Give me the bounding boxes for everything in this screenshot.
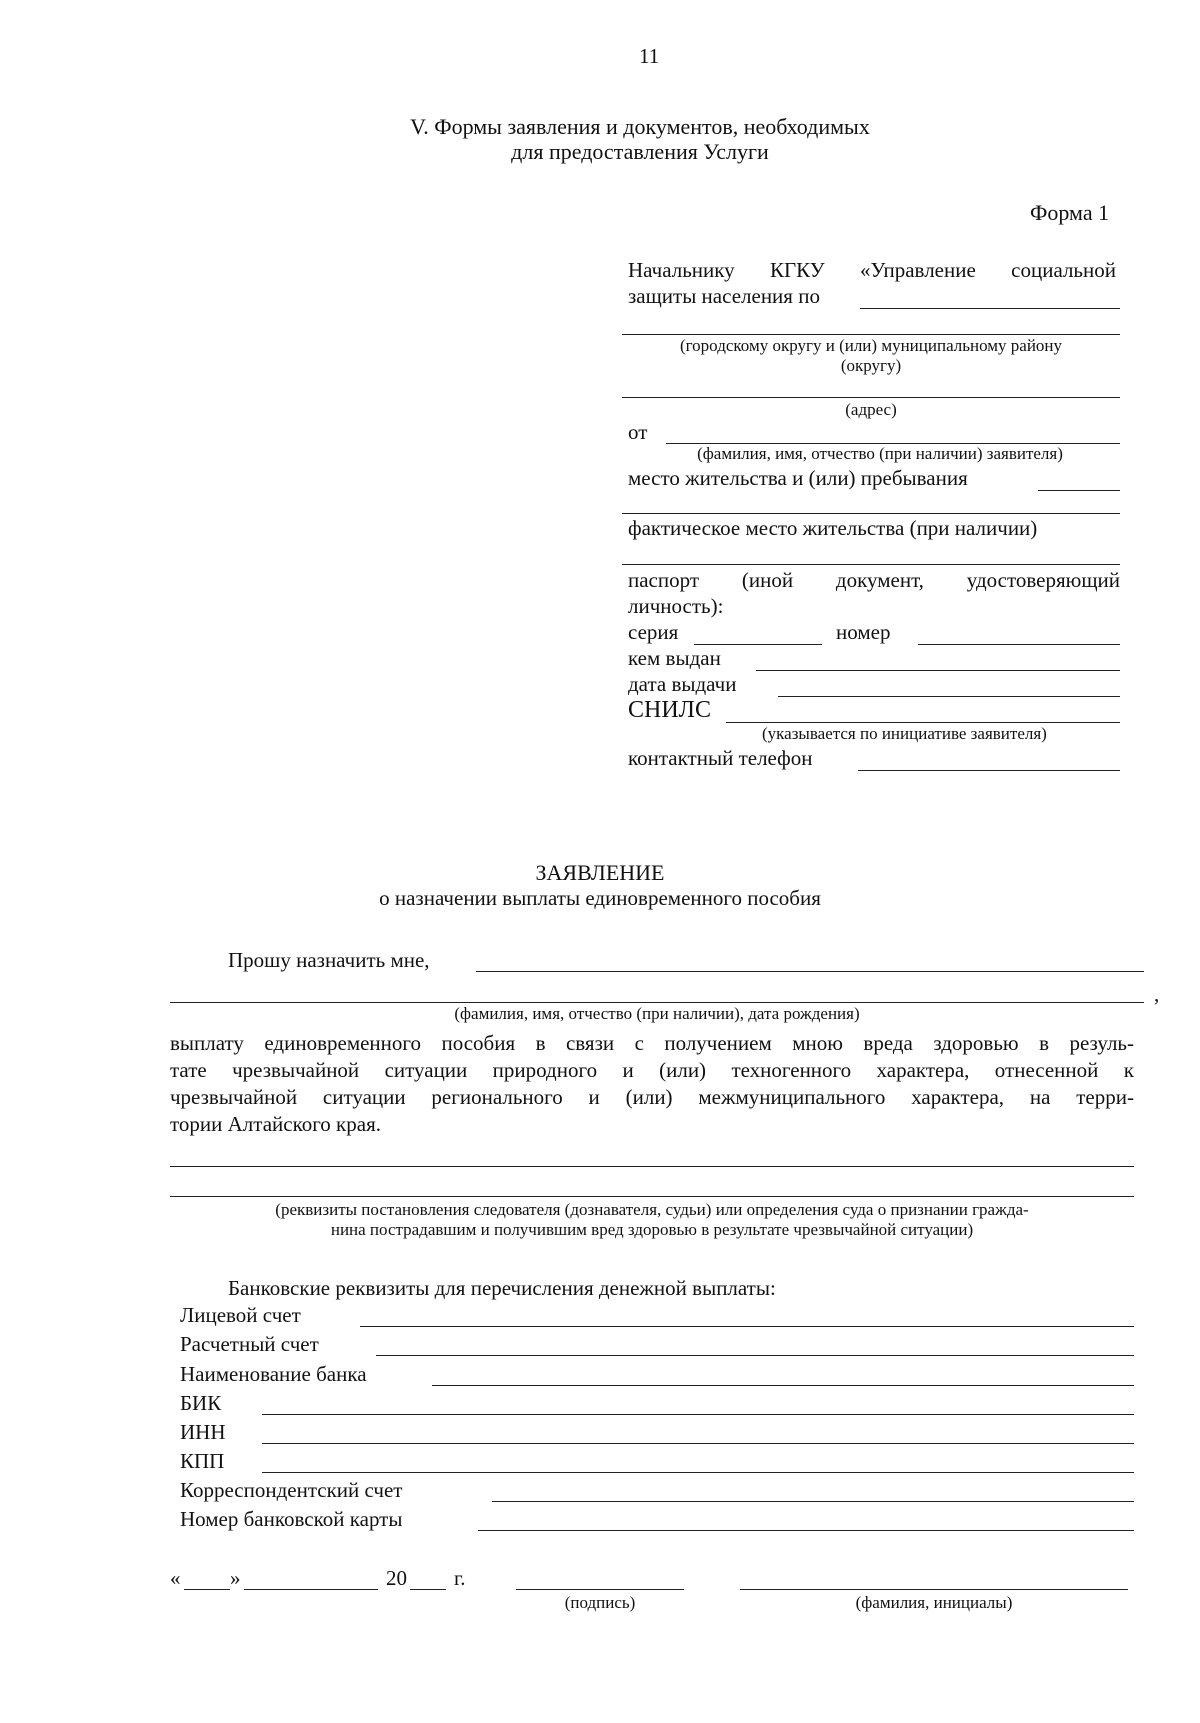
hint-name-dob: (фамилия, имя, отчество (при наличии), дата рождения) [454,1004,860,1023]
phone-field[interactable] [858,770,1120,771]
actual-residence-label: фактическое место жительства (при наличии) [628,516,1038,540]
addressee-line2: защиты населения по [628,284,820,308]
personal-account-field[interactable] [360,1326,1134,1327]
year-suffix: г. [454,1566,466,1590]
number-label: номер [836,620,891,644]
bank-heading: Банковские реквизиты для перечисления денежной выплаты: [228,1276,776,1300]
passport-line2: личность): [628,594,724,618]
date-year-field[interactable] [410,1589,446,1590]
district-field-continued[interactable] [622,334,1120,335]
addressee-line1: Начальнику КГКУ «Управление социальной [628,258,1116,282]
applicant-fullname-field-continued[interactable] [170,1002,1144,1003]
series-field[interactable] [694,644,822,645]
from-label: от [628,420,648,444]
hint-applicant: (фамилия, имя, отчество (при наличии) заявителя) [697,444,1063,463]
signature-field[interactable] [516,1589,684,1590]
bank-field-label-card: Номер банковской карты [180,1507,403,1531]
address-field[interactable] [622,397,1120,398]
statement-subtitle: о назначении выплаты единовременного пособия [379,886,821,910]
form-label: Форма 1 [1030,200,1110,225]
bank-card-number-field[interactable] [478,1530,1134,1531]
statement-body-line2: тате чрезвычайной ситуации природного и (или) техногенного характера, отнесенной к [170,1058,1134,1082]
kpp-field[interactable] [262,1472,1134,1473]
residence-label: место жительства и (или) пребывания [628,466,968,490]
residence-field-continued[interactable] [622,513,1120,514]
hint-district-line1: (городскому округу и (или) муниципальному району [679,336,1063,355]
bank-field-label-kpp: КПП [180,1449,225,1473]
actual-residence-field[interactable] [622,564,1120,565]
page-number: 11 [639,44,660,68]
signature-hint: (подпись) [564,1593,636,1612]
hint-decree-line1: (реквизиты постановления следователя (дознавателя, судьи) или определения суда о признании гражда- [275,1200,1029,1219]
snils-field[interactable] [726,722,1120,723]
bank-field-label-inn: ИНН [180,1420,226,1444]
snils-label: СНИЛС [628,697,711,723]
number-field[interactable] [918,644,1120,645]
issued-by-label: кем выдан [628,646,721,670]
request-label: Прошу назначить мне, [228,948,430,972]
hint-district-line2: (округу) [840,356,902,375]
issued-by-field[interactable] [756,670,1120,671]
bank-field-label-correspondent: Корреспондентский счет [180,1478,403,1502]
year-prefix: 20 [386,1566,407,1590]
settlement-account-field[interactable] [376,1355,1134,1356]
hint-address: (адрес) [845,400,897,419]
surname-initials-field[interactable] [740,1589,1128,1590]
statement-body-line3: чрезвычайной ситуации регионального и (или) межмуниципального характера, на терри- [170,1085,1134,1109]
name-hint: (фамилия, инициалы) [855,1593,1013,1612]
bank-field-label-account: Лицевой счет [180,1303,301,1327]
bank-field-label-bank-name: Наименование банка [180,1362,367,1386]
statement-title: ЗАЯВЛЕНИЕ [535,860,665,885]
inn-field[interactable] [262,1443,1134,1444]
date-quote-close: » [230,1566,241,1590]
statement-body-line1: выплату единовременного пособия в связи с получением мною вреда здоровью в резуль- [170,1031,1134,1055]
date-quote-open: « [170,1566,181,1590]
statement-body-line4: тории Алтайского края. [170,1112,381,1136]
decree-field-continued[interactable] [170,1196,1134,1197]
section-title-line1: V. Формы заявления и документов, необходимых [410,114,870,139]
issue-date-label: дата выдачи [628,672,737,696]
applicant-fullname-field[interactable] [476,971,1144,972]
comma-mark: , [1154,982,1160,1006]
snils-hint: (указывается по инициативе заявителя) [762,724,1047,743]
date-month-field[interactable] [244,1589,378,1590]
phone-label: контактный телефон [628,746,813,770]
decree-field[interactable] [170,1166,1134,1167]
district-field[interactable] [860,308,1120,309]
bank-field-label-settlement: Расчетный счет [180,1332,319,1356]
hint-decree-line2: нина пострадавшим и получившим вред здоровью в результате чрезвычайной ситуации) [330,1220,974,1239]
bank-name-field[interactable] [432,1385,1134,1386]
section-title-line2: для предоставления Услуги [511,139,769,164]
residence-field[interactable] [1038,490,1120,491]
bik-field[interactable] [262,1414,1134,1415]
series-label: серия [628,620,679,644]
date-day-field[interactable] [184,1589,230,1590]
issue-date-field[interactable] [778,696,1120,697]
passport-line1: паспорт (иной документ, удостоверяющий [628,568,1120,592]
correspondent-account-field[interactable] [492,1501,1134,1502]
bank-field-label-bik: БИК [180,1391,222,1415]
